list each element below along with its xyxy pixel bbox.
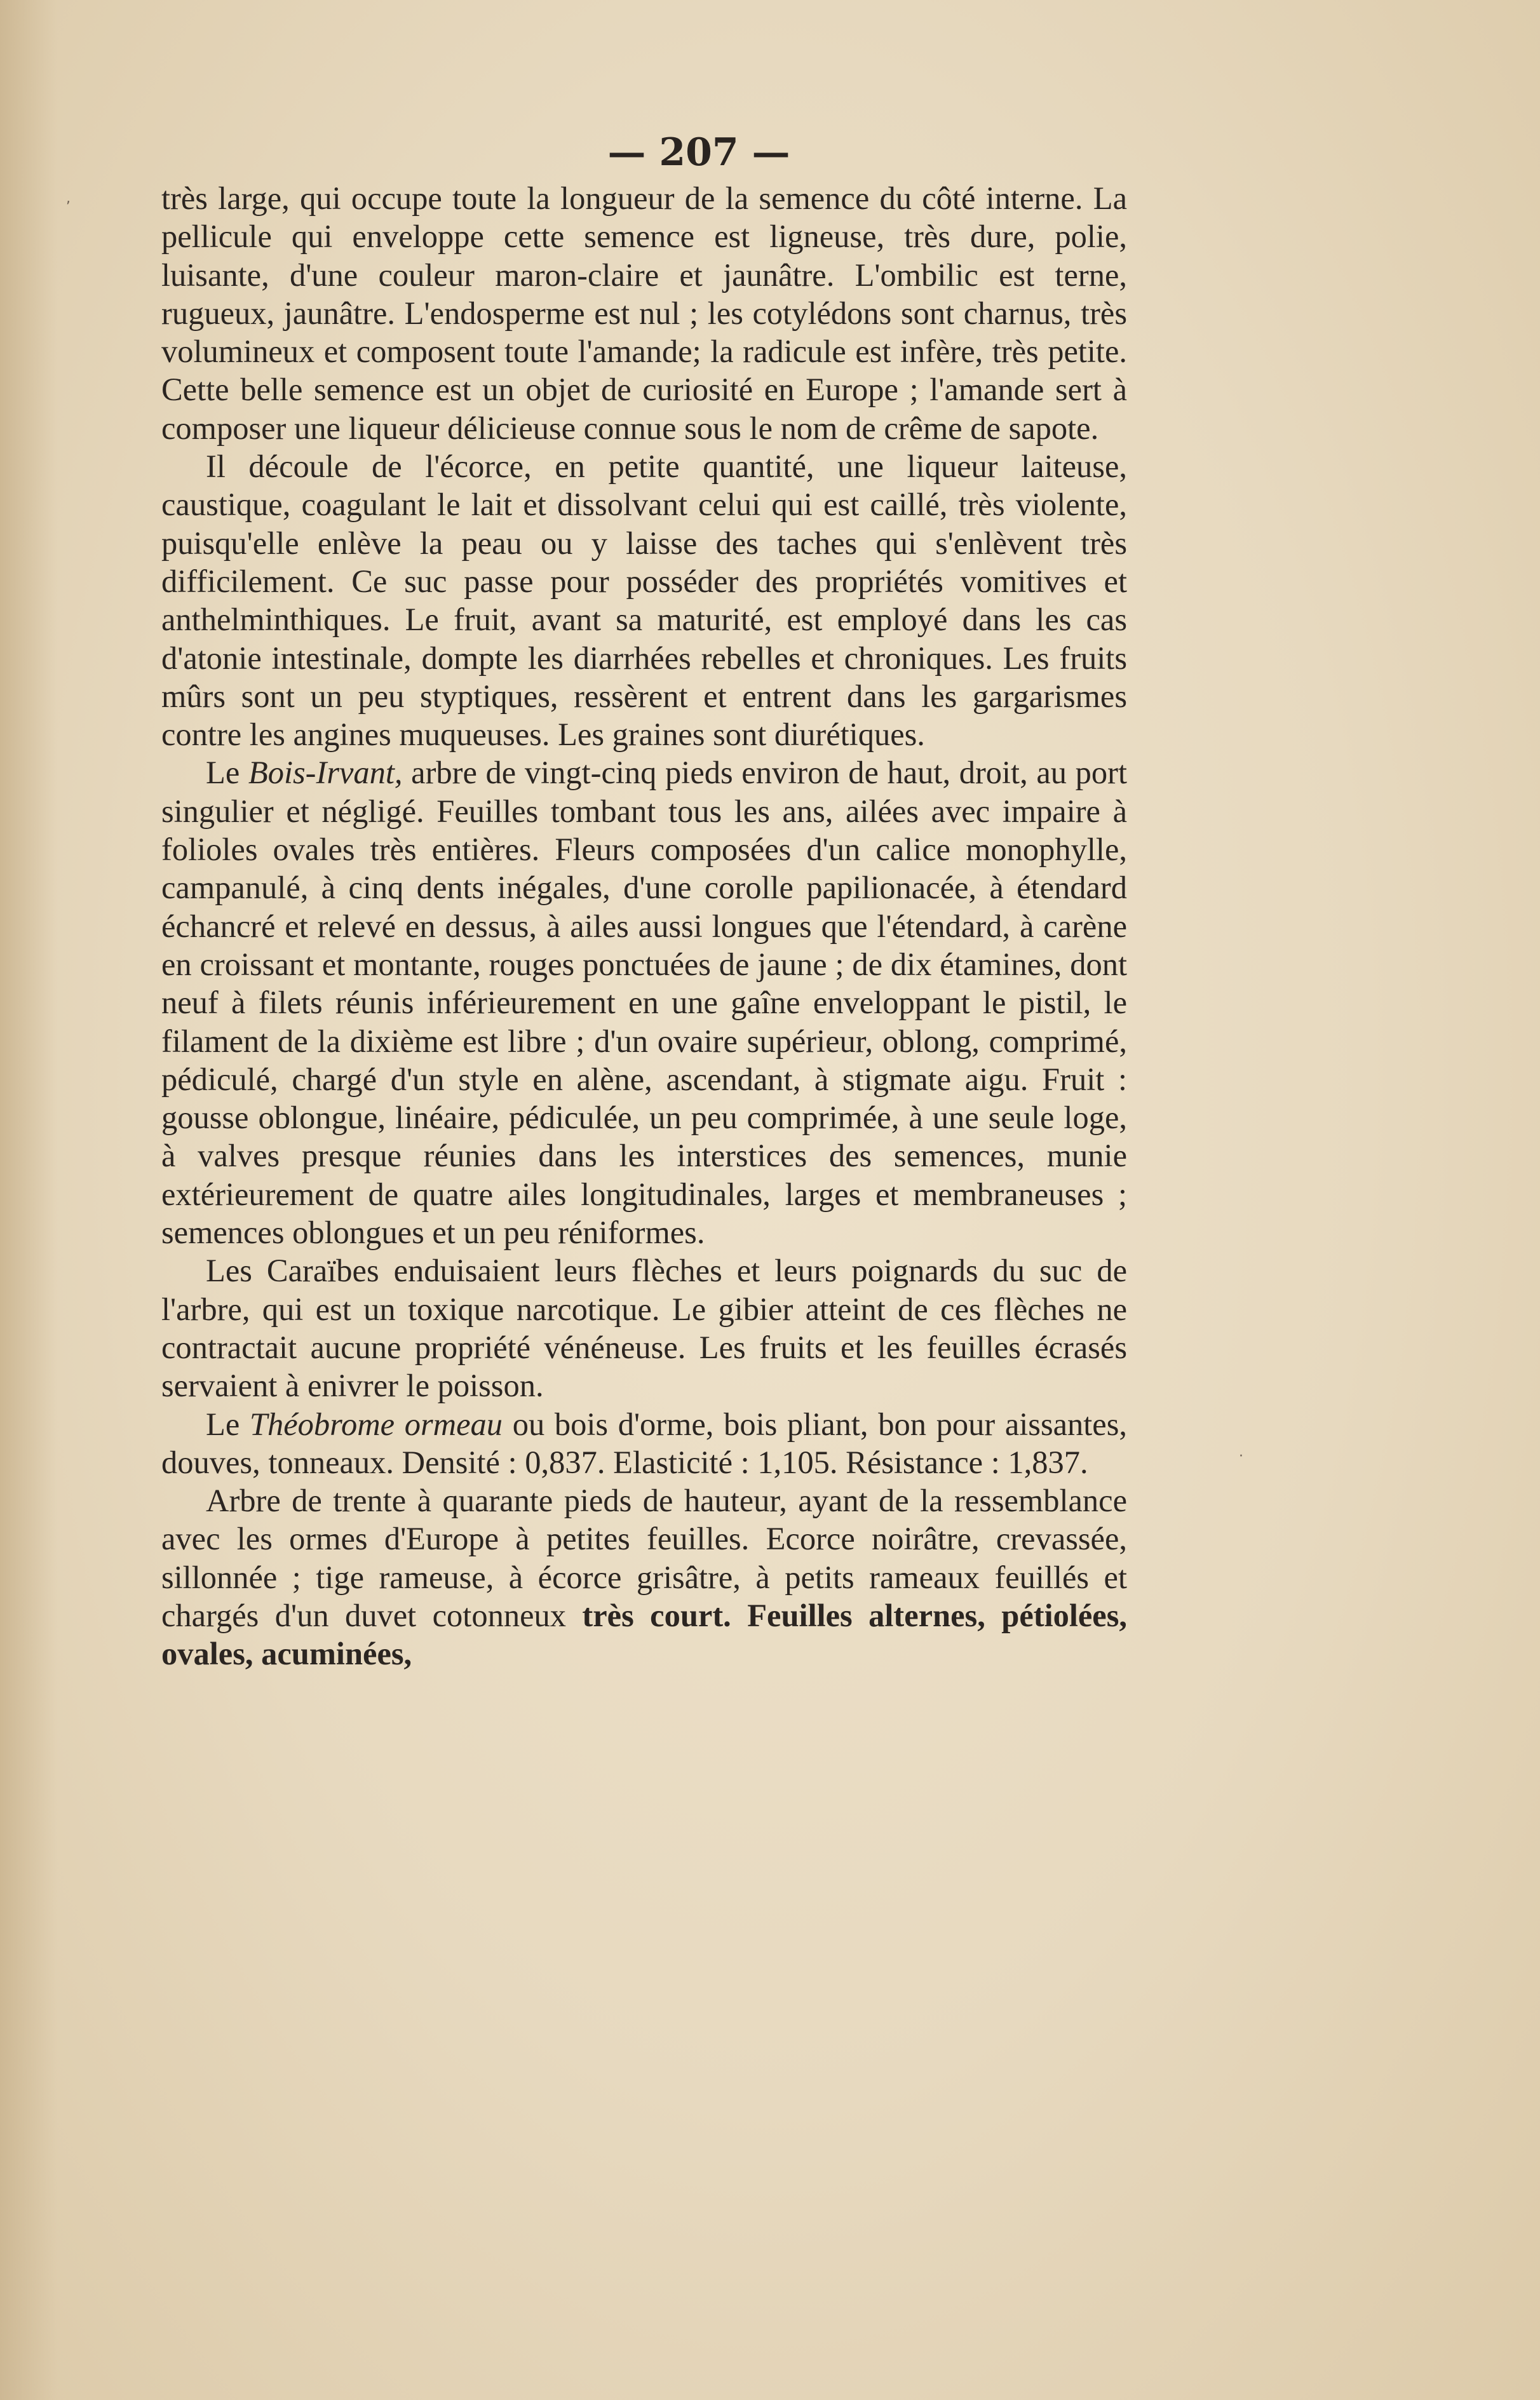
body-text [161, 179, 1127, 1673]
page-number: — 207 — [607, 130, 790, 175]
paragraph-5-lead: Le [206, 1406, 250, 1442]
paragraph-6 [161, 1481, 1127, 1673]
paragraph-3-lead: Le [206, 755, 248, 791]
paragraph-5-body: ou bois d'orme, bois pliant, bon pour aissantes, douves, tonneaux. Densité : 0,837. Elasticité : 1,105. Résistance : 1,837. [161, 1406, 1127, 1480]
paragraph-3-body: arbre de vingt-cinq pieds environ de haut, droit, au port singulier et négligé. Feuilles tombant tous les ans, ailées avec impaire à folioles ovales très entières. Fleurs composées d'un calice monophylle, campanulé, à cinq dents inégales, d'une corolle papilionacée, à étendard échancré et relevé en dessus, à ailes aussi longues que l'étendard, à carène en croissant et montante, rouges ponctuées de jaune ; de dix étamines, dont neuf à filets réunis inférieurement en une gaîne enveloppant le pistil, le filament de la dixième est libre ; d'un ovaire supérieur, oblong, comprimé, pédiculé, chargé d'un style en alène, ascendant, à stigmate aigu. Fruit : gousse oblongue, linéaire, pédiculée, un peu comprimée, à une seule loge, à valves presque réunies dans les interstices des semences, munie extérieurement de quatre ailes longitudinales, larges et membraneuses ; semences oblongues et un peu réniformes. [161, 755, 1127, 1251]
paragraph-6-tail: très court. Feuilles alternes, pétiolées, ovales, acuminées, [161, 1597, 1127, 1672]
margin-speck: · [1239, 1448, 1243, 1464]
species-name-bois-irvant: Bois-Irvant, [248, 755, 403, 791]
species-name-theobrome-ormeau: Théobrome ormeau [249, 1406, 503, 1442]
paragraph-5 [161, 1405, 1127, 1482]
paragraph-6-body: Arbre de trente à quarante pieds de hauteur, ayant de la ressemblance avec les ormes d'Europe à petites feuilles. Ecorce noirâtre, crevassée, sillonnée ; tige rameuse, à écorce grisâtre, à petits rameaux feuillés et chargés d'un duvet cotonneux [161, 1483, 1127, 1633]
paragraph-1: très large, qui occupe toute la longueur de la semence du côté interne. La pellicule qui enveloppe cette semence est ligneuse, très dure, polie, luisante, d'une couleur maron-claire et jaunâtre. L'ombilic est terne, rugueux, jaunâtre. L'endosperme est nul ; les cotylédons sont charnus, très volumineux et composent toute l'amande; la radicule est infère, très petite. Cette belle semence est un objet de curiosité en Europe ; l'amande sert à composer une liqueur délicieuse connue sous le nom de crême de sapote. [161, 180, 1127, 446]
paragraph-4: Les Caraïbes enduisaient leurs flèches et leurs poignards du suc de l'arbre, qui est un toxique narcotique. Le gibier atteint de ces flèches ne contractait aucune propriété vénéneuse. Les fruits et les feuilles écrasés servaient à enivrer le poisson. [161, 1253, 1127, 1404]
margin-speck: , [66, 191, 71, 206]
gutter-shadow [0, 0, 57, 2400]
paragraph-2: Il découle de l'écorce, en petite quantité, une liqueur laiteuse, caustique, coagulant le lait et dissolvant celui qui est caillé, très violente, puisqu'elle enlève la peau ou y laisse des taches qui s'enlèvent très difficilement. Ce suc passe pour posséder des propriétés vomitives et anthelminthiques. Le fruit, avant sa maturité, est employé dans les cas d'atonie intestinale, dompte les diarrhées rebelles et chroniques. Les fruits mûrs sont un peu styptiques, ressèrent et entrent dans les gargarismes contre les angines muqueuses. Les graines sont diurétiques. [161, 448, 1127, 753]
paragraph-3 [161, 753, 1127, 1251]
